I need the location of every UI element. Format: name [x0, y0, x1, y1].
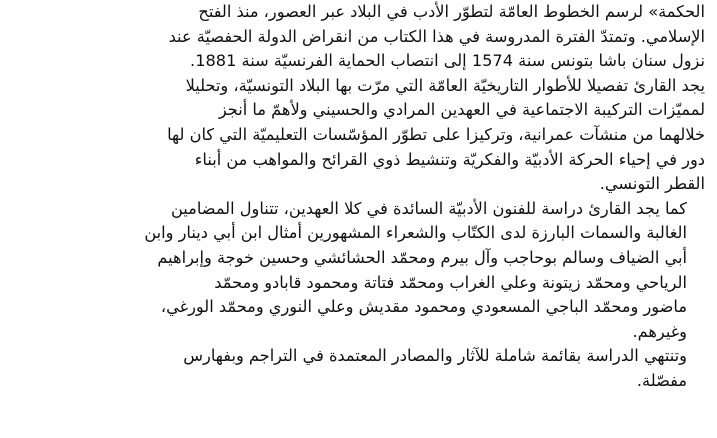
text-line: الإسلامي. وتمتدّ الفترة المدروسة في هذا الكتاب من انقراض الدولة الحفصيّة عند	[168, 26, 705, 46]
paragraph-literary-arts	[14, 197, 705, 345]
text-line: الرياحي ومحمّد زيتونة وعلي الغراب ومحمّد فتاتة ومحمود قابادو ومحمّد	[214, 272, 687, 292]
text-line: دور في إحياء الحركة الأدبيّة والفكريّة وتنشيط ذوي القرائح والمواهب من أبناء	[194, 149, 705, 169]
text-line: يجد القارئ تفصيلا للأطوار التاريخيّة العامّة التي مرّت بها البلاد التونسيّة، وتحليلا	[185, 75, 705, 95]
paragraph-historical-overview	[14, 74, 705, 197]
text-line: نزول سنان باشا بتونس سنة 1574 إلى انتصاب الحماية الفرنسيّة سنة 1881.	[190, 51, 705, 71]
text-line: وتنتهي الدراسة بقائمة شاملة للآثار والمصادر المعتمدة في التراجم وبفهارس	[183, 346, 687, 366]
text-line: الحكمة» لرسم الخطوط العامّة لتطوّر الأدب في البلاد عبر العصور، منذ الفتح	[198, 2, 705, 21]
text-line: القطر التونسي.	[599, 174, 705, 194]
text-line: لمميّزات التركيبة الاجتماعية في العهدين المرادي والحسيني ولأهمّ ما أنجز	[218, 100, 705, 120]
text-line: كما يجد القارئ دراسة للفنون الأدبيّة السائدة في كلا العهدين، تتناول المضامين	[170, 198, 687, 218]
text-line: مفصّلة.	[636, 370, 687, 390]
paragraph-conclusion	[14, 344, 705, 393]
paragraph-intro-continuation	[14, 0, 705, 74]
text-line: ماضور ومحمّد الباجي المسعودي ومحمود مقديش وعلي النوري ومحمّد الورغي،	[160, 297, 687, 317]
text-line: الغالبة والسمات البارزة لدى الكتّاب والشعراء المشهورين أمثال ابن أبي دينار وابن	[144, 223, 687, 243]
text-line: خلالهما من منشآت عمرانية، وتركيزا على تطوّر المؤسّسات التعليميّة التي كان لها	[167, 124, 705, 144]
text-line: أبي الضياف وسالم بوحاجب وآل بيرم ومحمّد الحشائشي وحسين خوجة وإبراهيم	[157, 247, 687, 267]
text-line: وغيرهم.	[632, 321, 687, 341]
